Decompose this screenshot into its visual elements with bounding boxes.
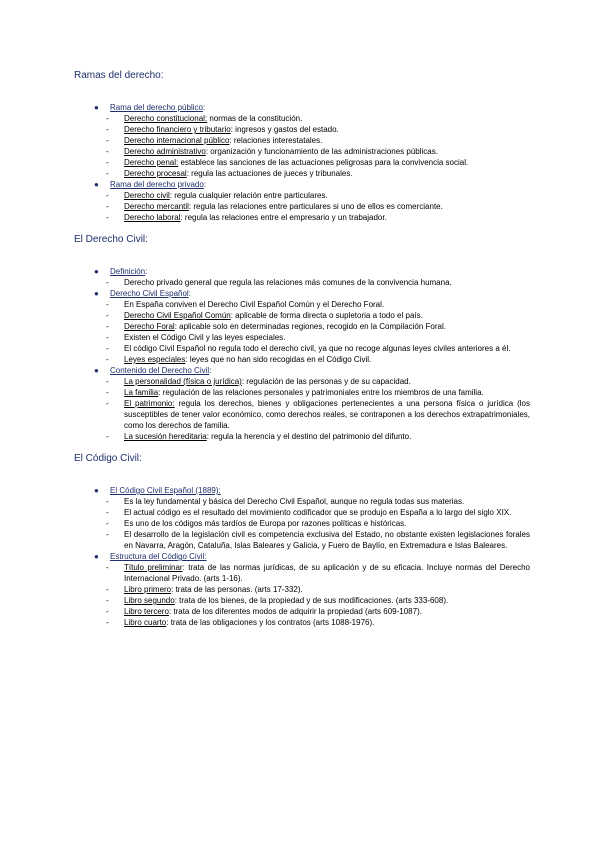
- sub-list: [94, 496, 530, 551]
- item-text: Es la ley fundamental y básica del Derecho Civil Español, aunque no regula todas sus materias.: [124, 497, 465, 506]
- bullet-heading-suffix: :: [209, 366, 212, 375]
- item-text: normas de la constitución.: [207, 114, 303, 123]
- bullet-heading: [94, 551, 530, 562]
- dash-icon: -: [106, 399, 109, 408]
- list-item: [94, 529, 530, 551]
- item-term: El patrimonio:: [124, 399, 175, 408]
- dash-icon: -: [106, 530, 109, 539]
- dash-icon: -: [106, 497, 109, 506]
- bullet-heading-suffix: :: [145, 267, 148, 276]
- item-text: : regula las relaciones entre el empresario y un trabajador.: [180, 213, 387, 222]
- item-text: El código Civil Español no regula todo el derecho civil, ya que no recoge algunas leyes civiles anteriores a él.: [124, 344, 511, 353]
- bullet-list: [94, 485, 530, 628]
- dash-icon: -: [106, 169, 109, 178]
- dash-icon: -: [106, 311, 109, 320]
- item-text: : regula la herencia y el destino del patrimonio del difunto.: [206, 432, 412, 441]
- section-derecho-civil: [74, 234, 530, 442]
- dash-icon: -: [106, 432, 109, 441]
- item-text: Existen el Código Civil y las leyes especiales.: [124, 333, 286, 342]
- dash-icon: -: [106, 388, 109, 397]
- dash-icon: -: [106, 278, 109, 287]
- bullet-heading-label: Rama del derecho privado: [110, 180, 204, 189]
- bullet-heading: [94, 485, 530, 496]
- list-item: [94, 431, 530, 442]
- item-text: El actual código es el resultado del movimiento codificador que se produjo en España a lo largo del siglo XIX.: [124, 508, 512, 517]
- item-term: Derecho Foral: [124, 322, 175, 331]
- dash-icon: -: [106, 202, 109, 211]
- item-text: : trata de las normas jurídicas, de su aplicación y de su eficacia. Incluye normas del Derecho Internacional Privado. (arts 1-16).: [124, 563, 530, 583]
- item-term: Derecho penal:: [124, 158, 179, 167]
- item-text: : regula las actuaciones de jueces y tribunales.: [186, 169, 353, 178]
- dash-icon: -: [106, 344, 109, 353]
- bullet-heading: [94, 288, 530, 299]
- section-title: El Derecho Civil:: [74, 234, 148, 245]
- sub-list: [94, 113, 530, 179]
- list-item: [94, 321, 530, 332]
- list-item: [94, 343, 530, 354]
- list-item: [94, 113, 530, 124]
- item-term: Derecho administrativo: [124, 147, 206, 156]
- bullet-heading: [94, 179, 530, 190]
- sub-list: [94, 376, 530, 442]
- item-text: : regulación de las relaciones personales y patrimoniales entre los miembros de una familia.: [158, 388, 484, 397]
- list-item: [94, 595, 530, 606]
- bullet-dot-icon: ●: [94, 486, 99, 495]
- item-text: : aplicable de forma directa o supletoria a todo el país.: [230, 311, 423, 320]
- item-text: : regula cualquier relación entre particulares.: [169, 191, 328, 200]
- item-term: Libro primero: [124, 585, 172, 594]
- dash-icon: -: [106, 191, 109, 200]
- item-term: Derecho laboral: [124, 213, 181, 222]
- bullet-dot-icon: ●: [94, 267, 99, 276]
- dash-icon: -: [106, 519, 109, 528]
- list-item: [94, 190, 530, 201]
- dash-icon: -: [106, 563, 109, 572]
- section-title: Ramas del derecho:: [74, 70, 164, 81]
- item-text: : trata de las personas. (arts 17-332).: [171, 585, 303, 594]
- bullet-heading-suffix: :: [202, 103, 206, 112]
- item-term: Derecho procesal: [124, 169, 187, 178]
- bullet-heading-suffix: :: [203, 180, 207, 189]
- item-text: Es uno de los códigos más tardíos de Europa por razones políticas e históricas.: [124, 519, 407, 528]
- item-term: La personalidad (física o jurídica): [124, 377, 242, 386]
- item-text: El desarrollo de la legislación civil es competencia exclusiva del Estado, no obstante existen legislaciones forales en Navarra, Aragón, Cataluña, Islas Baleares y Galicia, y Fuero de Baylío, en Extremadura e Islas Baleares.: [124, 530, 530, 550]
- list-item: [94, 354, 530, 365]
- list-item: [94, 606, 530, 617]
- list-item: [94, 496, 530, 507]
- dash-icon: -: [106, 333, 109, 342]
- dash-icon: -: [106, 158, 109, 167]
- item-term: Derecho mercantil: [124, 202, 189, 211]
- item-text: : ingresos y gastos del estado.: [230, 125, 339, 134]
- item-term: Derecho internacional público: [124, 136, 230, 145]
- dash-icon: -: [106, 213, 109, 222]
- dash-icon: -: [106, 508, 109, 517]
- list-item: [94, 201, 530, 212]
- item-text: : trata de los diferentes modos de adquirir la propiedad (arts 609-1087).: [168, 607, 422, 616]
- list-item: [94, 387, 530, 398]
- list-item: [94, 398, 530, 431]
- list-item: [94, 168, 530, 179]
- bullet-dot-icon: ●: [94, 289, 99, 298]
- sub-list: [94, 190, 530, 223]
- bullet-heading: [94, 266, 530, 277]
- bullet-list: [94, 102, 530, 223]
- sub-list: [94, 562, 530, 628]
- list-item: [94, 584, 530, 595]
- list-item: [94, 212, 530, 223]
- item-text: : organización y funcionamiento de las administraciones públicas.: [205, 147, 438, 156]
- item-text: : regula las relaciones entre particulares si uno de ellos es comerciante.: [188, 202, 443, 211]
- dash-icon: -: [106, 377, 109, 386]
- bullet-dot-icon: ●: [94, 552, 99, 561]
- item-text: : aplicable solo en determinadas regiones, recogido en la Compilación Foral.: [174, 322, 446, 331]
- dash-icon: -: [106, 607, 109, 616]
- list-item: [94, 310, 530, 321]
- dash-icon: -: [106, 300, 109, 309]
- dash-icon: -: [106, 585, 109, 594]
- item-text: : trata de las obligaciones y los contratos (arts 1088-1976).: [166, 618, 375, 627]
- bullet-heading-label: El Código Civil Español (1889):: [110, 486, 221, 495]
- dash-icon: -: [106, 125, 109, 134]
- item-term: Derecho Civil Español Común: [124, 311, 231, 320]
- list-item: [94, 135, 530, 146]
- item-term: La familia: [124, 388, 159, 397]
- list-item: [94, 332, 530, 343]
- sub-list: [94, 299, 530, 365]
- bullet-heading-label: Rama del derecho público: [110, 103, 203, 112]
- list-item: [94, 146, 530, 157]
- sub-list: [94, 277, 530, 288]
- bullet-heading-label: Derecho Civil Español: [110, 289, 189, 298]
- list-item: [94, 376, 530, 387]
- item-term: Leyes especiales: [124, 355, 186, 364]
- item-text: : regulación de las personas y de su capacidad.: [241, 377, 411, 386]
- item-term: Libro tercero: [124, 607, 169, 616]
- item-text: : trata de los bienes, de la propiedad y de sus modificaciones. (arts 333-608).: [174, 596, 449, 605]
- section-codigo-civil: [74, 453, 530, 628]
- list-item: [94, 277, 530, 288]
- bullet-heading-label: Contenido del Derecho Civil: [110, 366, 210, 375]
- bullet-heading: [94, 365, 530, 376]
- list-item: [94, 299, 530, 310]
- item-term: La sucesión hereditaria: [124, 432, 207, 441]
- item-term: Título preliminar: [124, 563, 183, 572]
- bullet-heading: [94, 102, 530, 113]
- dash-icon: -: [106, 114, 109, 123]
- item-term: Libro cuarto: [124, 618, 167, 627]
- bullet-list: [94, 266, 530, 442]
- list-item: [94, 124, 530, 135]
- section-ramas: [74, 70, 530, 223]
- item-text: Derecho privado general que regula las relaciones más comunes de la convivencia humana.: [124, 278, 452, 287]
- list-item: [94, 562, 530, 584]
- item-text: regula los derechos, bienes y obligaciones pertenecientes a una persona física o jurídica (los susceptibles de tener valor económico, como derechos reales, se contraponen a los derechos extrapatrimoniales, como los derechos de familia.: [124, 399, 530, 430]
- dash-icon: -: [106, 618, 109, 627]
- item-text: : leyes que no han sido recogidas en el Código Civil.: [185, 355, 372, 364]
- item-term: Derecho financiero y tributario: [124, 125, 231, 134]
- bullet-dot-icon: ●: [94, 180, 99, 189]
- bullet-heading-suffix: :: [188, 289, 191, 298]
- item-text: : relaciones interestatales.: [229, 136, 323, 145]
- dash-icon: -: [106, 596, 109, 605]
- dash-icon: -: [106, 322, 109, 331]
- dash-icon: -: [106, 136, 109, 145]
- section-title: El Código Civil:: [74, 453, 142, 464]
- list-item: [94, 507, 530, 518]
- list-item: [94, 157, 530, 168]
- bullet-dot-icon: ●: [94, 366, 99, 375]
- item-term: Derecho constitucional:: [124, 114, 208, 123]
- list-item: [94, 518, 530, 529]
- item-term: Libro segundo: [124, 596, 175, 605]
- bullet-heading-label: Definición: [110, 267, 146, 276]
- item-text: En España conviven el Derecho Civil Español Común y el Derecho Foral.: [124, 300, 385, 309]
- dash-icon: -: [106, 147, 109, 156]
- dash-icon: -: [106, 355, 109, 364]
- list-item: [94, 617, 530, 628]
- item-text: establece las sanciones de las actuaciones peligrosas para la convivencia social.: [178, 158, 469, 167]
- item-term: Derecho civil: [124, 191, 170, 200]
- bullet-dot-icon: ●: [94, 103, 99, 112]
- bullet-heading-label: Estructura del Código Civil:: [110, 552, 207, 561]
